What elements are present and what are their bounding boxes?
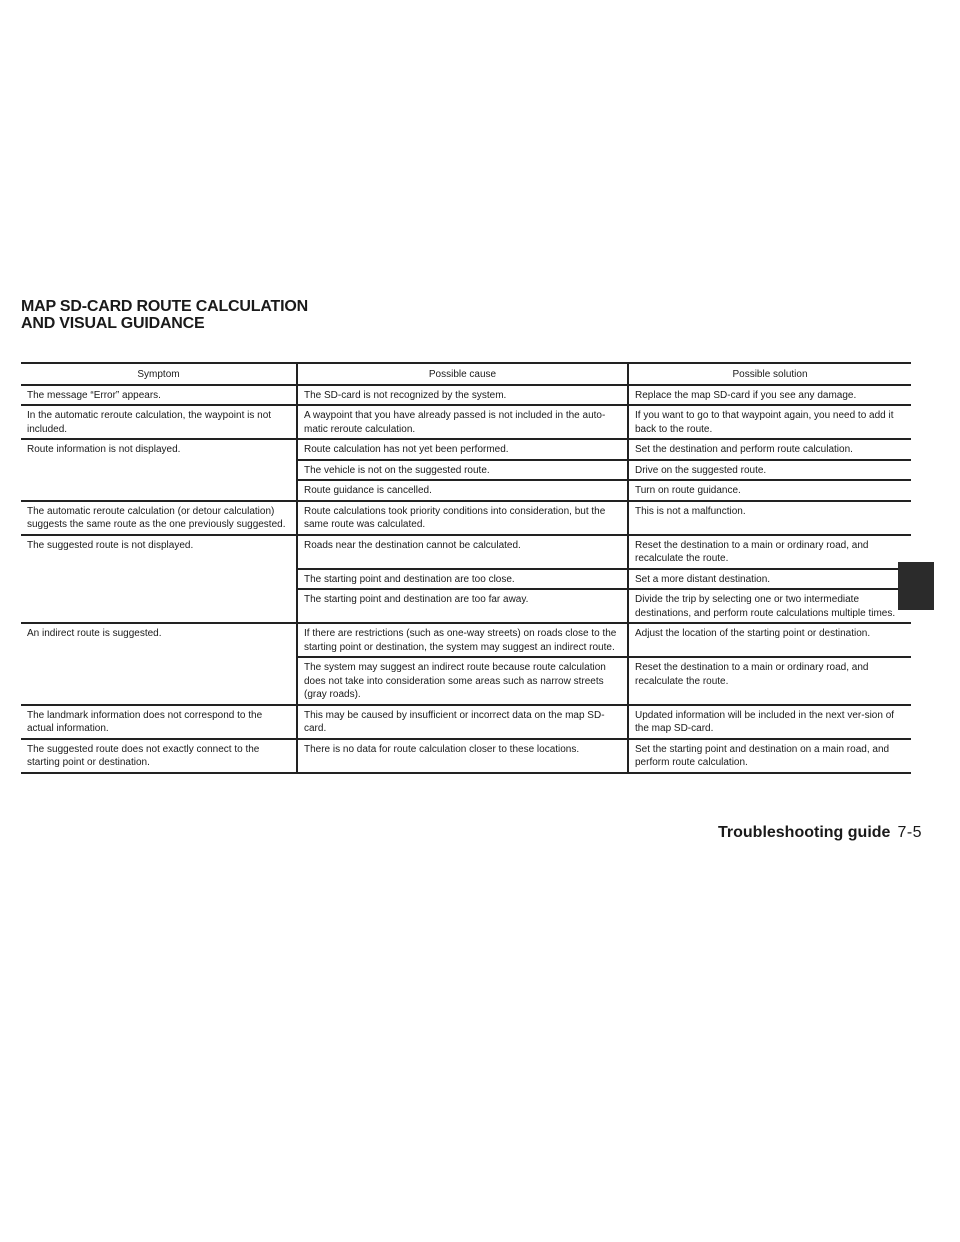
symptom-cell: The suggested route does not exactly connect to the starting point or destination. (21, 739, 297, 773)
symptom-cell: In the automatic reroute calculation, the waypoint is not included. (21, 405, 297, 439)
table-row (21, 535, 911, 569)
solution-cell: Set a more distant destination. (628, 569, 911, 590)
cause-cell: The system may suggest an indirect route because route calculation does not take into consideration some areas such as narrow streets (gray roads). (297, 657, 628, 705)
solution-cell: Reset the destination to a main or ordinary road, and recalculate the route. (628, 657, 911, 705)
section-title-line-1: MAP SD-CARD ROUTE CALCULATION (21, 298, 308, 315)
table-row (21, 705, 911, 739)
chapter-tab-marker (898, 562, 934, 610)
symptom-cell: The message “Error” appears. (21, 385, 297, 406)
page-number: 7-5 (897, 824, 923, 841)
cause-cell: The SD-card is not recognized by the system. (297, 385, 628, 406)
solution-cell: Adjust the location of the starting point or destination. (628, 623, 911, 657)
table-row (21, 501, 911, 535)
cause-cell: The vehicle is not on the suggested route. (297, 460, 628, 481)
table-row (21, 623, 911, 657)
cause-cell: The starting point and destination are too close. (297, 569, 628, 590)
cause-cell: There is no data for route calculation closer to these locations. (297, 739, 628, 773)
cause-cell: Route calculations took priority conditions into consideration, but the same route was calculated. (297, 501, 628, 535)
cause-cell: The starting point and destination are too far away. (297, 589, 628, 623)
solution-cell: Reset the destination to a main or ordinary road, and recalculate the route. (628, 535, 911, 569)
cause-cell: A waypoint that you have already passed is not included in the auto-matic reroute calculation. (297, 405, 628, 439)
section-title (21, 298, 308, 332)
symptom-cell: The suggested route is not displayed. (21, 535, 297, 624)
troubleshooting-table (21, 362, 911, 774)
section-title-line-2: AND VISUAL GUIDANCE (21, 315, 205, 332)
symptom-cell: The landmark information does not correspond to the actual information. (21, 705, 297, 739)
solution-cell: Set the destination and perform route calculation. (628, 439, 911, 460)
solution-cell: Set the starting point and destination on a main road, and perform route calculation. (628, 739, 911, 773)
solution-cell: Drive on the suggested route. (628, 460, 911, 481)
table-row (21, 385, 911, 406)
solution-cell: If you want to go to that waypoint again, you need to add it back to the route. (628, 405, 911, 439)
cause-cell: Route calculation has not yet been performed. (297, 439, 628, 460)
page-footer (718, 824, 922, 842)
footer-section-label: Troubleshooting guide (718, 824, 891, 841)
header-symptom: Symptom (21, 363, 297, 385)
symptom-cell: An indirect route is suggested. (21, 623, 297, 705)
cause-cell: If there are restrictions (such as one-way streets) on roads close to the starting point or destination, the system may suggest an indirect route. (297, 623, 628, 657)
solution-cell: Replace the map SD-card if you see any damage. (628, 385, 911, 406)
table-header-row (21, 363, 911, 385)
cause-cell: This may be caused by insufficient or incorrect data on the map SD-card. (297, 705, 628, 739)
header-possible-cause: Possible cause (297, 363, 628, 385)
solution-cell: Updated information will be included in the next ver-sion of the map SD-card. (628, 705, 911, 739)
table-row (21, 439, 911, 460)
solution-cell: Divide the trip by selecting one or two intermediate destinations, and perform route calculations multiple times. (628, 589, 911, 623)
solution-cell: This is not a malfunction. (628, 501, 911, 535)
symptom-cell: The automatic reroute calculation (or detour calculation) suggests the same route as the one previously suggested. (21, 501, 297, 535)
cause-cell: Roads near the destination cannot be calculated. (297, 535, 628, 569)
symptom-cell: Route information is not displayed. (21, 439, 297, 501)
solution-cell: Turn on route guidance. (628, 480, 911, 501)
table-row (21, 405, 911, 439)
header-possible-solution: Possible solution (628, 363, 911, 385)
cause-cell: Route guidance is cancelled. (297, 480, 628, 501)
table-row (21, 739, 911, 773)
